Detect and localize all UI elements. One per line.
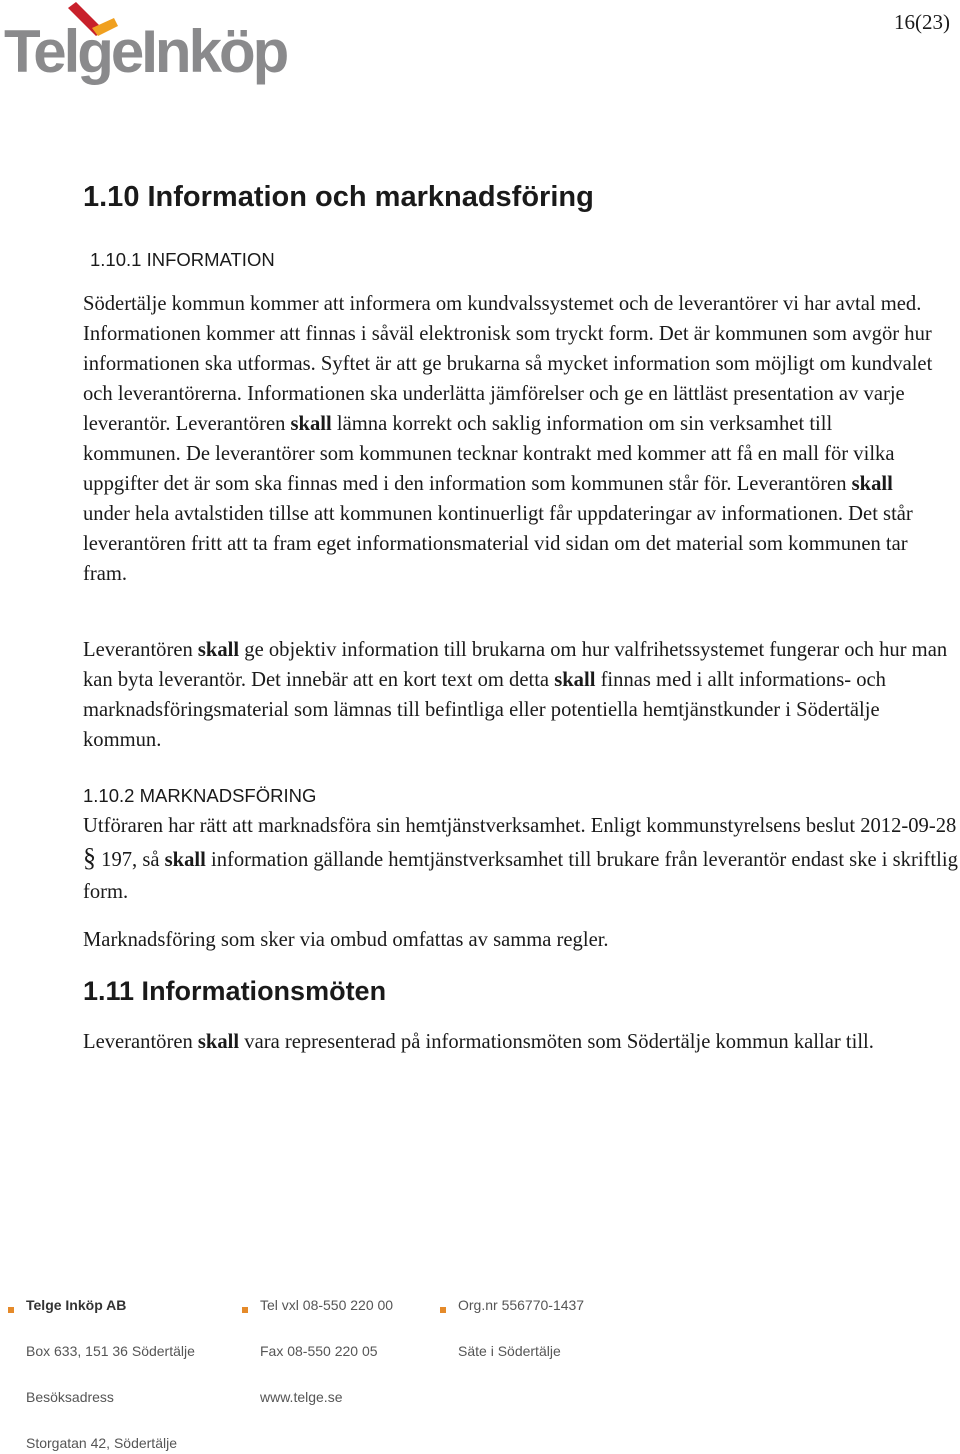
section-1-10-1-title: 1.10.1 INFORMATION <box>90 249 275 270</box>
emphasis-skall: skall <box>290 413 332 435</box>
footer-bullet-icon <box>242 1307 248 1313</box>
footer-bullet-icon <box>440 1307 446 1313</box>
section-1-10-title: 1.10 Information och marknadsföring <box>83 181 594 213</box>
emphasis-skall: skall <box>197 639 240 661</box>
footer-company-name: Telge Inköp AB <box>26 1297 127 1313</box>
footer-visiting-address: Storgatan 42, Södertälje <box>26 1435 177 1451</box>
footer-org-number: Org.nr 556770-1437 <box>458 1297 585 1313</box>
information-paragraph-2: Leverantören skall ge objektiv information till brukarna om hur valfrihetssystemet fungerar och hur man kan byta leverantör. Det innebär att en kort text om detta skall finnas med i allt informations- och marknadsföringsmaterial som lämnas till befintliga eller potentiella hemtjänstkunder i Södertälje kommun. <box>83 639 948 751</box>
information-paragraph-1: Södertälje kommun kommer att informera om kundvalssystemet och de leverantörer vi har avtal med. Informationen kommer att finnas i såväl elektronisk som tryckt form. Det är kommunen som avgör hur informationen ska utformas. Syftet är att ge brukarna så mycket information som möjligt om kundvalet och leverantörerna. Informationen ska underlätta jämförelser och ge en lättläst presentation av varje leverantör. Leverantören skall lämna korrekt och saklig information om sin verksamhet till kommunen. De leverantörer som kommunen tecknar kontrakt med kommer att få en mall för vilka uppgifter det är som ska finnas med i den information som kommunen står för. Leverantören skall under hela avtalstiden tillse att kommunen kontinuerligt får uppdateringar av informationen. Det står leverantören fritt att ta fram eget informationsmaterial vid sidan om det material som kommunen tar fram. <box>83 293 933 585</box>
footer-seat: Säte i Södertälje <box>458 1343 561 1359</box>
logo-wordmark: TelgeInköp <box>4 18 287 85</box>
page-number: 16(23) <box>894 10 950 34</box>
footer-bullet-icon <box>8 1307 14 1313</box>
section-1-11-title: 1.11 Informationsmöten <box>83 976 387 1006</box>
section-1-10-2-title: 1.10.2 MARKNADSFÖRING <box>83 785 317 806</box>
emphasis-skall: skall <box>851 473 893 495</box>
emphasis-skall: skall <box>164 849 206 871</box>
footer-phone: Tel vxl 08-550 220 00 <box>260 1297 394 1313</box>
marketing-paragraph-1: Utföraren har rätt att marknadsföra sin hemtjänstverksamhet. Enligt kommunstyrelsens beslut 2012-09-28 § 197, så skall information gällande hemtjänstverksamhet till brukare från leverantör endast ske i skriftlig form. <box>83 815 958 903</box>
footer-visiting-label: Besöksadress <box>26 1389 114 1405</box>
footer-postal-address: Box 633, 151 36 Södertälje <box>26 1343 195 1359</box>
paragraph-sign: § <box>83 843 96 872</box>
footer-fax: Fax 08-550 220 05 <box>260 1343 378 1359</box>
telge-inkop-logo <box>2 0 292 92</box>
page-footer <box>0 1290 960 1454</box>
emphasis-skall: skall <box>197 1031 240 1053</box>
marketing-paragraph-2: Marknadsföring som sker via ombud omfattas av samma regler. <box>83 929 609 951</box>
footer-website-link[interactable]: www.telge.se <box>260 1389 343 1405</box>
information-meetings-paragraph: Leverantören skall vara representerad på informationsmöten som Södertälje kommun kallar till. <box>83 1031 874 1053</box>
emphasis-skall: skall <box>554 669 596 691</box>
